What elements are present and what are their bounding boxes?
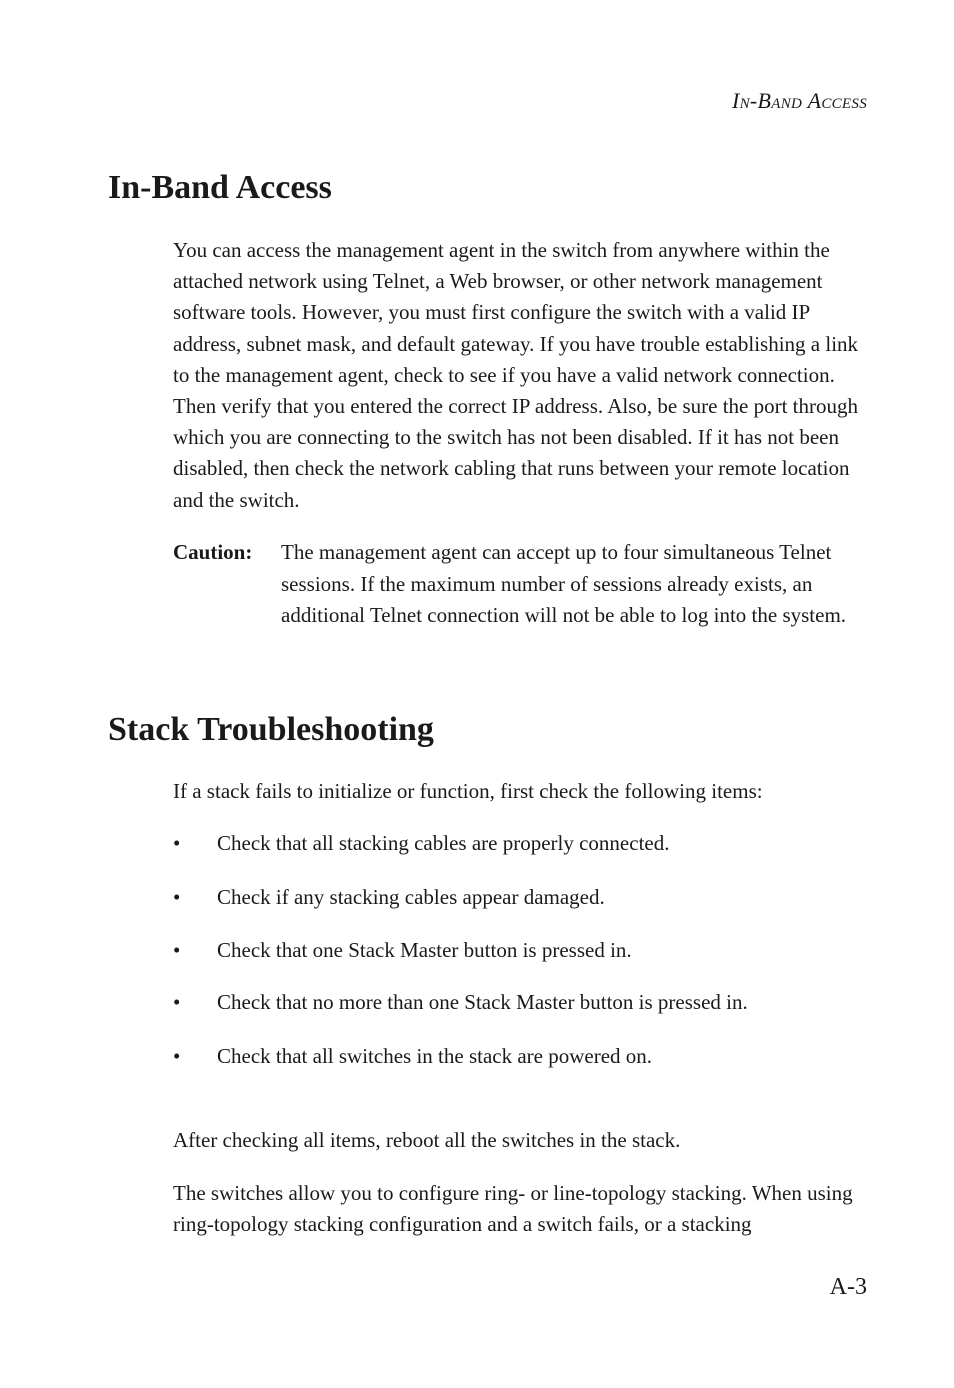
bullet-icon: •	[173, 938, 181, 962]
list-item-text: Check that one Stack Master button is pressed in.	[217, 938, 632, 962]
caution-label: Caution:	[173, 540, 253, 564]
bullet-icon: •	[173, 831, 181, 855]
stack-troubleshooting-intro: If a stack fails to initialize or function, first check the following items:	[173, 779, 763, 803]
section-heading-in-band-access: In-Band Access	[108, 169, 332, 206]
section-heading-stack-troubleshooting: Stack Troubleshooting	[108, 711, 434, 748]
list-item-text: Check that no more than one Stack Master button is pressed in.	[217, 990, 748, 1014]
in-band-access-paragraph: You can access the management agent in the switch from anywhere within the attached network using Telnet, a Web browser, or other network management software tools. However, you must first configure the switch with a valid IP address, subnet mask, and default gateway. If you have trouble establishing a link to the management agent, check to see if you have a valid network connection. Then verify that you entered the correct IP address. Also, be sure the port through which you are connecting to the switch has not been disabled. If it has not been disabled, then check the network cabling that runs between your remote location and the switch.	[173, 238, 859, 512]
caution-text: The management agent can accept up to four simultaneous Telnet sessions. If the maximum number of sessions already exists, an additional Telnet connection will not be able to log into the system.	[281, 540, 847, 627]
running-header: In-Band Access	[731, 88, 867, 113]
bullet-icon: •	[173, 885, 181, 909]
page-number: A-3	[829, 1274, 867, 1300]
list-item-text: Check if any stacking cables appear damaged.	[217, 885, 605, 909]
topology-paragraph: The switches allow you to configure ring- or line-topology stacking. When using ring-topology stacking configuration and a switch fails, or a stacking	[173, 1181, 853, 1237]
bullet-icon: •	[173, 990, 181, 1014]
bullet-icon: •	[173, 1044, 181, 1068]
list-item-text: Check that all stacking cables are properly connected.	[217, 831, 670, 855]
list-item-text: Check that all switches in the stack are powered on.	[217, 1044, 653, 1068]
after-checking-paragraph: After checking all items, reboot all the switches in the stack.	[173, 1128, 681, 1152]
